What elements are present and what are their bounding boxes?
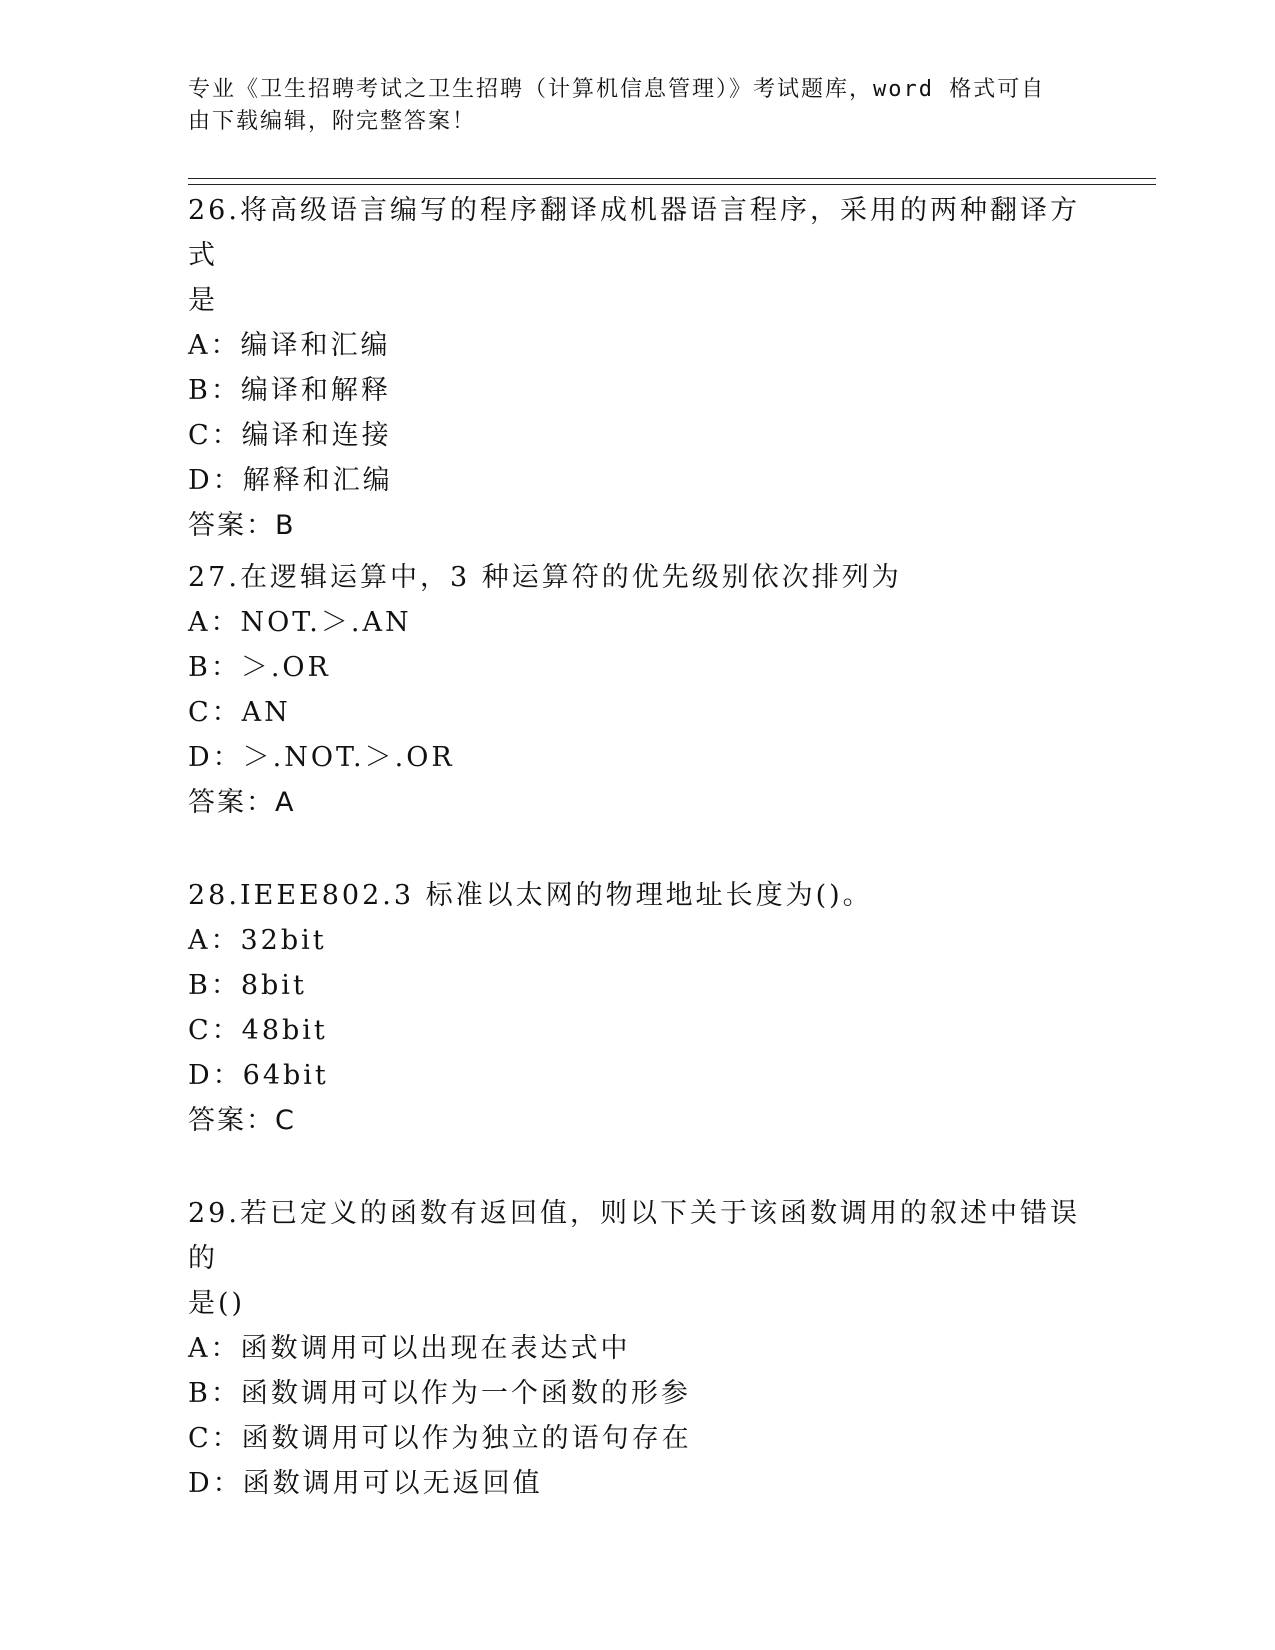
option-c: C：函数调用可以作为独立的语句存在 (188, 1423, 692, 1454)
question-27 (188, 555, 1088, 825)
option-c: C：48bit (188, 1015, 328, 1046)
answer-line: 答案：A (188, 787, 296, 818)
question-26 (188, 188, 1088, 548)
answer-line: 答案：C (188, 1105, 296, 1136)
option-a: A：函数调用可以出现在表达式中 (188, 1333, 631, 1364)
question-stem-continued: 是() (188, 1288, 246, 1319)
header-divider-bottom (188, 184, 1156, 185)
option-d: D：＞.NOT.＞.OR (188, 742, 455, 773)
option-a: A：NOT.＞.AN (188, 607, 412, 638)
question-stem: 28.IEEE802.3 标准以太网的物理地址长度为()。 (188, 880, 873, 911)
option-a: A：编译和汇编 (188, 330, 391, 361)
option-a: A：32bit (188, 925, 327, 956)
question-stem-continued: 是 (188, 285, 218, 316)
option-d: D：64bit (188, 1060, 329, 1091)
option-c: C：编译和连接 (188, 420, 392, 451)
option-b: B：8bit (188, 970, 307, 1001)
option-b: B：＞.OR (188, 652, 331, 683)
header-divider-top (188, 178, 1156, 179)
option-d: D：函数调用可以无返回值 (188, 1468, 543, 1499)
answer-line: 答案：B (188, 510, 296, 541)
question-stem: 29.若已定义的函数有返回值，则以下关于该函数调用的叙述中错误的 (188, 1198, 1080, 1274)
option-b: B：编译和解释 (188, 375, 391, 406)
option-b: B：函数调用可以作为一个函数的形参 (188, 1378, 691, 1409)
question-stem: 26.将高级语言编写的程序翻译成机器语言程序，采用的两种翻译方式 (188, 195, 1080, 271)
header-line-1: 专业《卫生招聘考试之卫生招聘（计算机信息管理）》考试题库，word 格式可自 (188, 77, 1046, 102)
question-28 (188, 873, 1088, 1143)
question-29 (188, 1191, 1088, 1506)
header-line-2: 由下载编辑，附完整答案！ (188, 109, 477, 134)
document-header (188, 74, 1088, 138)
question-stem: 27.在逻辑运算中，3 种运算符的优先级别依次排列为 (188, 562, 902, 593)
option-c: C：AN (188, 697, 291, 728)
option-d: D：解释和汇编 (188, 465, 393, 496)
